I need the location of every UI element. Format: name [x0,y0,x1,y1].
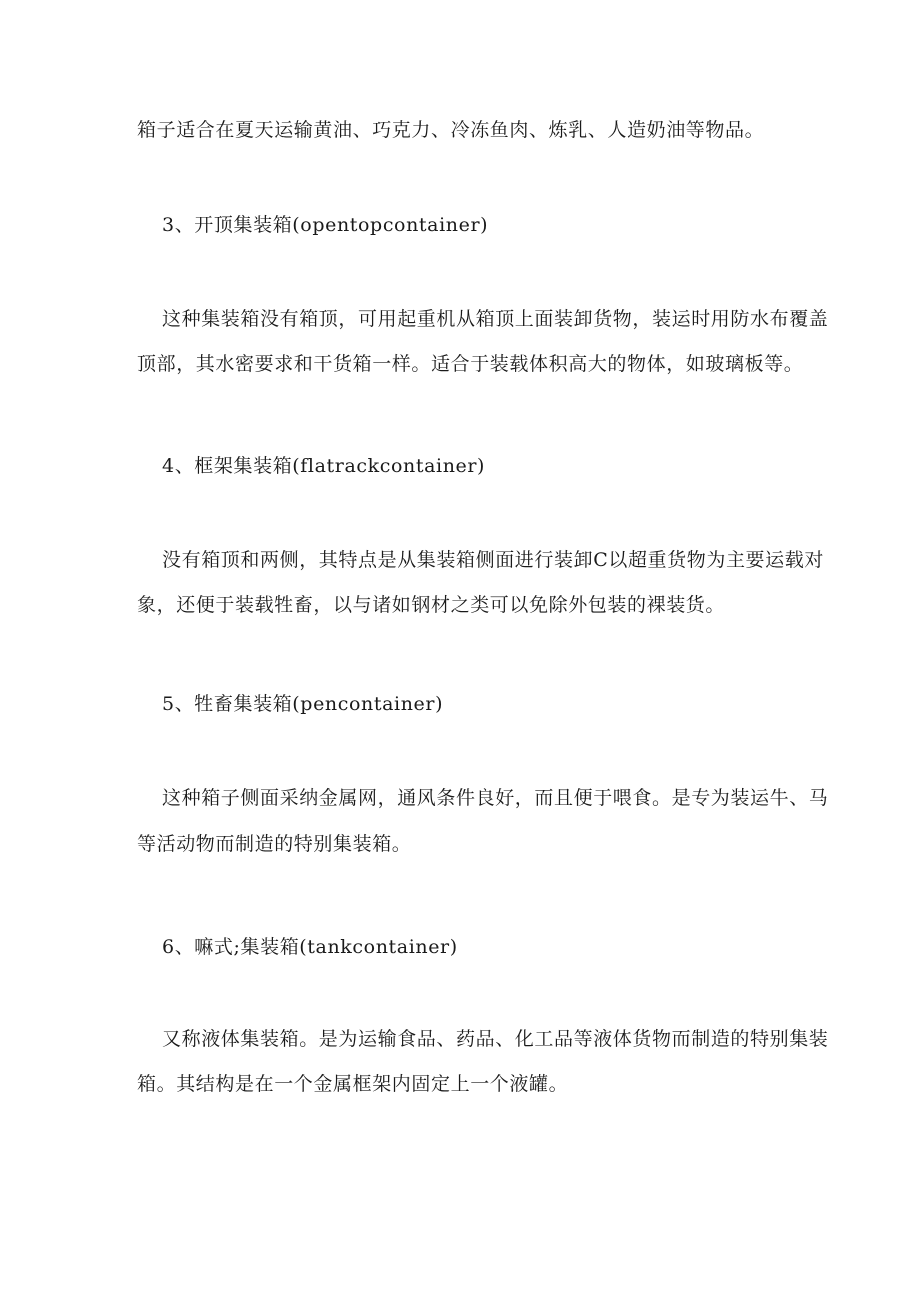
section-heading-flat-rack: 4、框架集装箱(flatrackcontainer) [162,455,486,477]
paragraph-line: 象，还便于装载牲畜，以与诸如钢材之类可以免除外包装的裸装货。 [137,594,726,616]
section-heading-open-top: 3、开顶集装箱(opentopcontainer) [162,214,489,236]
section-heading-tank: 6、嘛式;集装箱(tankcontainer) [162,936,458,958]
paragraph-line: 又称液体集装箱。是为运输食品、药品、化工品等液体货物而制造的特别集装 [162,1028,829,1050]
section-heading-pen: 5、牲畜集装箱(pencontainer) [162,693,444,715]
paragraph-line: 这种集装箱没有箱顶，可用起重机从箱顶上面装卸货物，装运时用防水布覆盖 [162,308,829,330]
paragraph-line: 箱。其结构是在一个金属框架内固定上一个液罐。 [137,1073,569,1095]
paragraph-line: 等活动物而制造的特别集装箱。 [137,833,412,855]
paragraph-line: 箱子适合在夏天运输黄油、巧克力、冷冻鱼肉、炼乳、人造奶油等物品。 [137,119,765,141]
paragraph-line: 这种箱子侧面采纳金属网，通风条件良好，而且便于喂食。是专为装运牛、马 [162,787,829,809]
paragraph-line: 顶部，其水密要求和干货箱一样。适合于装载体积高大的物体，如玻璃板等。 [137,353,804,375]
paragraph-line: 没有箱顶和两侧，其特点是从集装箱侧面进行装卸C以超重货物为主要运载对 [162,549,824,571]
